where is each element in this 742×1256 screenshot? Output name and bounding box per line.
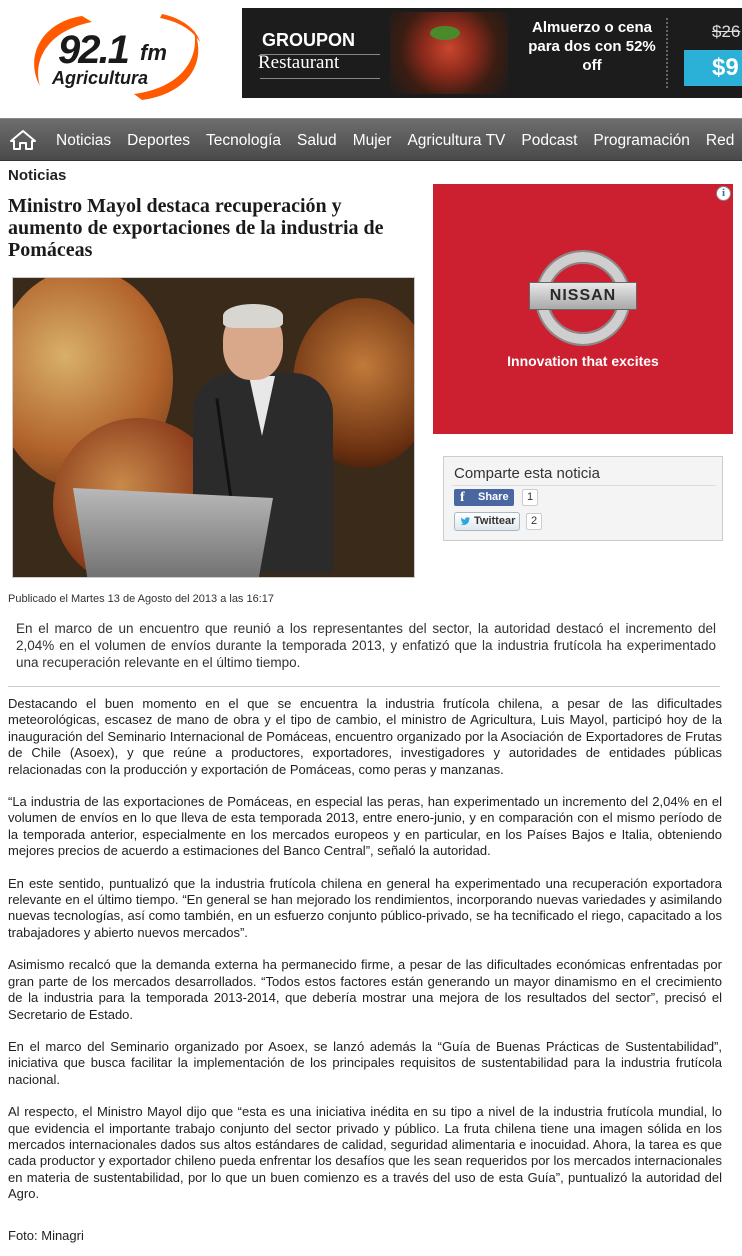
nav-item-red[interactable]: Red: [705, 131, 735, 149]
facebook-share-button[interactable]: [454, 489, 514, 506]
twitter-share-count: 2: [526, 513, 542, 530]
groupon-promo-text: Almuerzo o cena para dos con 52% off: [528, 19, 656, 74]
facebook-icon: f: [460, 490, 465, 505]
nav-item-mujer[interactable]: Mujer: [352, 131, 392, 149]
groupon-old-price: $26: [712, 22, 741, 41]
ad-separator: [666, 18, 674, 88]
food-image: [390, 12, 508, 94]
logo-number: 92.1: [58, 28, 128, 72]
groupon-ad-banner[interactable]: [242, 8, 742, 98]
article-body: [8, 696, 722, 1219]
nav-item-agricultura-tv[interactable]: Agricultura TV: [407, 131, 506, 149]
divider: [8, 686, 720, 687]
article-paragraph: En el marco del Seminario organizado por Asoex, se lanzó además la “Guía de Buenas Prácticas de Sustentabilidad”, iniciativa que busca facilitar la implementación de los principales requisitos de sustentabilidad para la industria frutícola nacional.: [8, 1038, 722, 1087]
nav-item-noticias[interactable]: Noticias: [56, 131, 112, 149]
groupon-brand: GROUPON: [262, 30, 356, 50]
photo-speaker-hair: [223, 304, 283, 328]
logo-name: Agricultura: [52, 68, 149, 88]
nissan-logo-text: NISSAN: [529, 282, 637, 310]
nav-item-programacion[interactable]: Programación: [593, 131, 690, 149]
main-nav: [0, 118, 742, 161]
facebook-share-label: Share: [478, 491, 509, 503]
nissan-ad[interactable]: [433, 184, 733, 434]
home-icon[interactable]: [10, 130, 36, 150]
logo-fm: fm: [140, 40, 167, 65]
nav-item-salud[interactable]: Salud: [297, 131, 337, 149]
ad-info-icon[interactable]: i: [716, 186, 731, 201]
nav-item-podcast[interactable]: Podcast: [521, 131, 578, 149]
share-title: Comparte esta noticia: [454, 465, 600, 482]
site-logo[interactable]: [22, 8, 208, 108]
twitter-share-label: Twittear: [474, 515, 516, 527]
photo-credit: Foto: Minagri: [8, 1228, 84, 1243]
groupon-sub: Restaurant: [258, 52, 340, 73]
article-photo: [12, 277, 415, 578]
article-paragraph: Asimismo recalcó que la demanda externa ha permanecido firme, a pesar de las dificultades económicas enfrentadas por gran parte de los mercados desarrollados. “Todos estos factores están generando un mayor dinamismo en el crecimiento de la industria para la temporada 2013-2014, que debería mostrar una mejora de los resultados del sector”, precisó el Secretario de Estado.: [8, 957, 722, 1022]
nav-item-tecnologia[interactable]: Tecnología: [206, 131, 282, 149]
publish-date: Publicado el Martes 13 de Agosto del 2013 a las 16:17: [8, 593, 275, 605]
twitter-share-button[interactable]: [454, 512, 520, 531]
section-label[interactable]: Noticias: [8, 167, 67, 184]
article-paragraph: Al respecto, el Ministro Mayol dijo que “esta es una iniciativa inédita en su tipo a nivel de la industria frutícola mundial, lo que evidencia el importante trabajo conjunto del sector privado y público. La fruta chilena tiene una imagen sólida en los mercados internacionales dados sus altos estándares de calidad, seguridad alimentaria e inocuidad. Ahora, la tarea es que cada productor y exportador chileno pueda enfrentar los desafíos que les sean requeridos por los mercados internacionales en materia de sustentabilidad, por lo que un buen comienzo es a través del uso de esta Guía”, puntualizó la autoridad del Agro.: [8, 1104, 722, 1202]
groupon-new-price: $9: [684, 50, 742, 86]
nav-item-deportes[interactable]: Deportes: [127, 131, 191, 149]
twitter-bird-icon: [460, 516, 471, 527]
divider: [452, 485, 716, 486]
article-title: Ministro Mayol destaca recuperación y aumento de exportaciones de la industria de Pomáceas: [8, 195, 384, 261]
article-paragraph: Destacando el buen momento en el que se encuentra la industria frutícola chilena, a pesar de las dificultades meteorológicas, escasez de mano de obra y el tipo de cambio, el ministro de Agricultura, Luis Mayol, participó hoy de la inauguración del Seminario Internacional de Pomáceas, encuentro organizado por la Asociación de Exportadores de Frutas de Chile (Asoex), y que reúne a productores, exportadores, investigadores y autoridades de entidades públicas relacionadas con la producción y exportación de Pomáceas, como peras y manzanas.: [8, 696, 722, 777]
facebook-share-count: 1: [522, 489, 538, 506]
groupon-divider: [260, 78, 380, 79]
food-garnish: [430, 26, 460, 40]
photo-podium: [73, 488, 273, 578]
site-header: [0, 0, 742, 118]
article-lead: En el marco de un encuentro que reunió a los representantes del sector, la autoridad destacó el incremento del 2,04% en el volumen de envíos durante la temporada 2013, y enfatizó que la industria frutícola ha experimentado una recuperación relevante en el último tiempo.: [16, 621, 716, 670]
article-paragraph: En este sentido, puntualizó que la industria frutícola chilena en general ha experimentado una recuperación exportadora relevante en el último tiempo. “En general se han mejorado los rendimientos, incorporando nuevas variedades y asimilando nuevas tecnologías, así como también, en un esfuerzo conjunto público-privado, se ha tecnificado el riego, capacitado a los trabajadores y abierto nuevos mercados”.: [8, 875, 722, 940]
share-box: [443, 456, 723, 541]
nissan-tagline: Innovation that excites: [507, 353, 659, 369]
article-paragraph: “La industria de las exportaciones de Pomáceas, en especial las peras, han experimentado un incremento del 2,04% en el volumen de envíos en lo que lleva de esta temporada 2013, entre enero-junio, y en comparación con el mismo período de la temporada anterior, especialmente en los mercados europeos y en particular, en los Países Bajos e Italia, obteniendo mejores precios de acuerdo a estimaciones del Banco Central”, señaló la autoridad.: [8, 794, 722, 859]
nav-menu: [48, 119, 742, 162]
